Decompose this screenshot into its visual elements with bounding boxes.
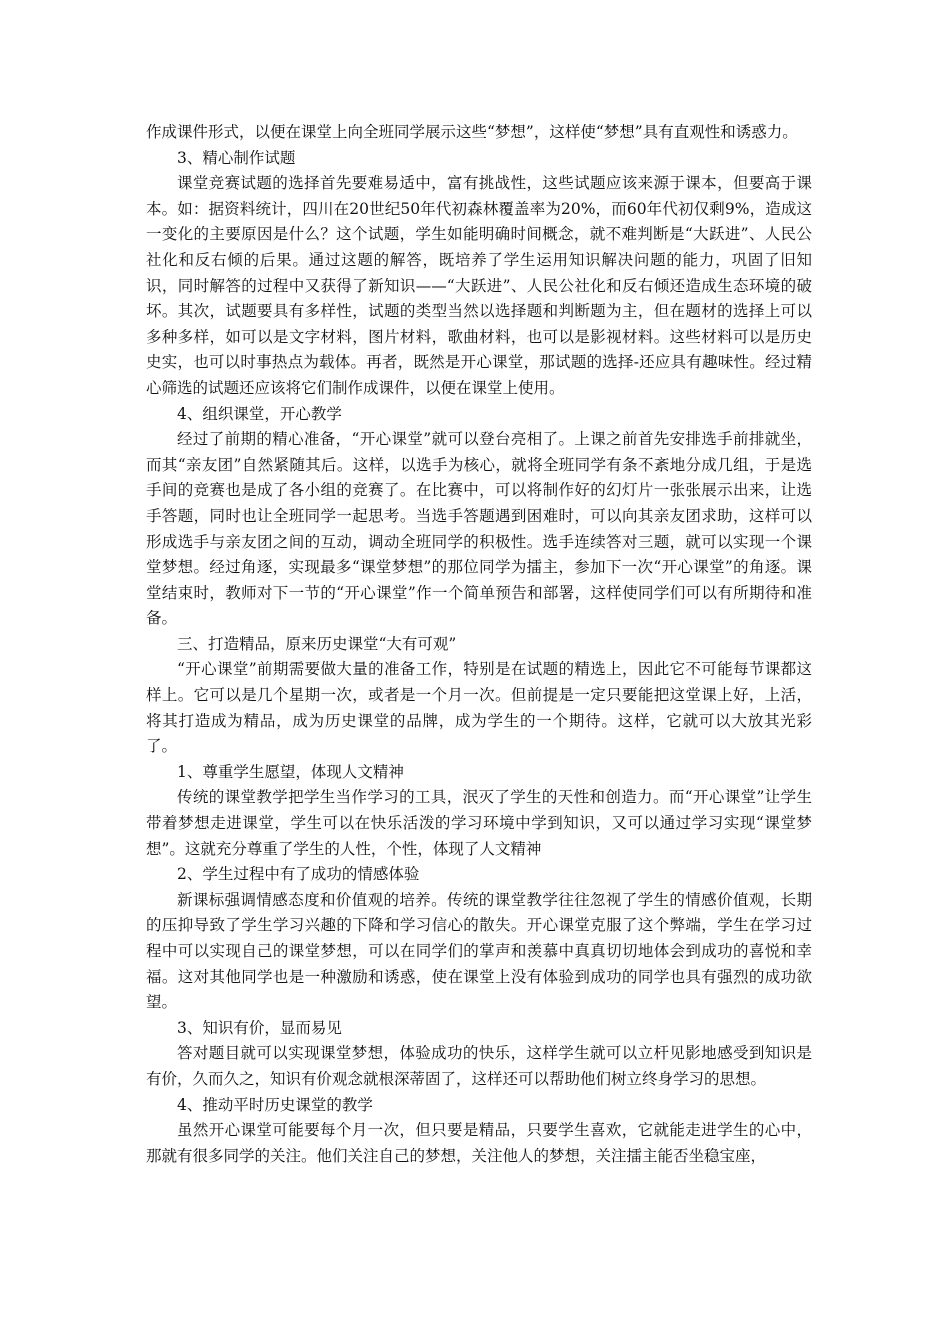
section-heading-quality: 三、打造精品，原来历史课堂“大有可观” (177, 634, 457, 653)
document-body (146, 120, 812, 1169)
subheading-organize-class: 4、组织课堂，开心教学 (177, 404, 342, 423)
paragraph-knowledge-value: 答对题目就可以实现课堂梦想，体验成功的快乐，这样学生就可以立杆见影地感受到知识是有价，久而久之，知识有价观念就根深蒂固了，这样还可以帮助他们树立终身学习的思想。 (146, 1044, 812, 1088)
subheading-respect-wishes: 1、尊重学生愿望，体现人文精神 (177, 762, 404, 781)
paragraph-promote-teaching: 虽然开心课堂可能要每个月一次，但只要是精品，只要学生喜欢，它就能走进学生的心中，那就有很多同学的关注。他们关注自己的梦想，关注他人的梦想，关注擂主能否坐稳宝座， (146, 1121, 812, 1165)
paragraph-quality: “开心课堂”前期需要做大量的准备工作，特别是在试题的精选上，因此它不可能每节课都这样上。它可以是几个星期一次，或者是一个月一次。但前提是一定只要能把这堂课上好，上活，将其打造成为精品，成为历史课堂的品牌，成为学生的一个期待。这样，它就可以大放其光彩了。 (146, 660, 812, 756)
subheading-prepare-questions: 3、精心制作试题 (177, 148, 296, 167)
paragraph-respect-wishes: 传统的课堂教学把学生当作学习的工具，泯灭了学生的天性和创造力。而“开心课堂”让学生带着梦想走进课堂，学生可以在快乐活泼的学习环境中学到知识，又可以通过学习实现“课堂梦想”。这就充分尊重了学生的人性，个性，体现了人文精神 (146, 788, 812, 858)
paragraph-questions: 课堂竞赛试题的选择首先要难易适中，富有挑战性，这些试题应该来源于课本，但要高于课本。如：据资料统计，四川在20世纪50年代初森林覆盖率为20%，而60年代初仅剩9%，造成这一变化的主要原因是什么？这个试题，学生如能明确时间概念，就不难判断是“大跃进”、人民公社化和反右倾的后果。通过这题的解答，既培养了学生运用知识解决问题的能力，巩固了旧知识，同时解答的过程中又获得了新知识——“大跃进”、人民公社化和反右倾还造成生态环境的破坏。其次，试题要具有多样性，试题的类型当然以选择题和判断题为主，但在题材的选择上可以多种多样，如可以是文字材料，图片材料，歌曲材料，也可以是影视材料。这些材料可以是历史史实，也可以时事热点为载体。再者，既然是开心课堂，那试题的选择-还应具有趣味性。经过精心筛选的试题还应该将它们制作成课件，以便在课堂上使用。 (146, 174, 812, 397)
paragraph-organize-class: 经过了前期的精心准备，“开心课堂”就可以登台亮相了。上课之前首先安排选手前排就坐，而其“亲友团”自然紧随其后。这样，以选手为核心，就将全班同学有条不紊地分成几组，于是选手间的竞赛也是成了各小组的竞赛了。在比赛中，可以将制作好的幻灯片一张张展示出来，让选手答题，同时也让全班同学一起思考。当选手答题遇到困难时，可以向其亲友团求助，这样可以形成选手与亲友团之间的互动，调动全班同学的积极性。选手连续答对三题，就可以实现一个课堂梦想。经过角逐，实现最多“课堂梦想”的那位同学为擂主，参加下一次“开心课堂”的角逐。课堂结束时，教师对下一节的“开心课堂”作一个简单预告和部署，这样使同学们可以有所期待和准备。 (146, 430, 812, 628)
paragraph-continuation: 作成课件形式，以便在课堂上向全班同学展示这些“梦想”，这样使“梦想”具有直观性和诱惑力。 (146, 123, 798, 141)
subheading-knowledge-value: 3、知识有价，显而易见 (177, 1018, 342, 1037)
paragraph-success-experience: 新课标强调情感态度和价值观的培养。传统的课堂教学往往忽视了学生的情感价值观，长期的压抑导致了学生学习兴趣的下降和学习信心的散失。开心课堂克服了这个弊端，学生在学习过程中可以实现自己的课堂梦想，可以在同学们的掌声和羡慕中真真切切地体会到成功的喜悦和幸福。这对其他同学也是一种激励和诱惑，使在课堂上没有体验到成功的同学也具有强烈的成功欲望。 (146, 890, 812, 1012)
subheading-promote-teaching: 4、推动平时历史课堂的教学 (177, 1095, 373, 1114)
subheading-success-experience: 2、学生过程中有了成功的情感体验 (177, 865, 420, 884)
